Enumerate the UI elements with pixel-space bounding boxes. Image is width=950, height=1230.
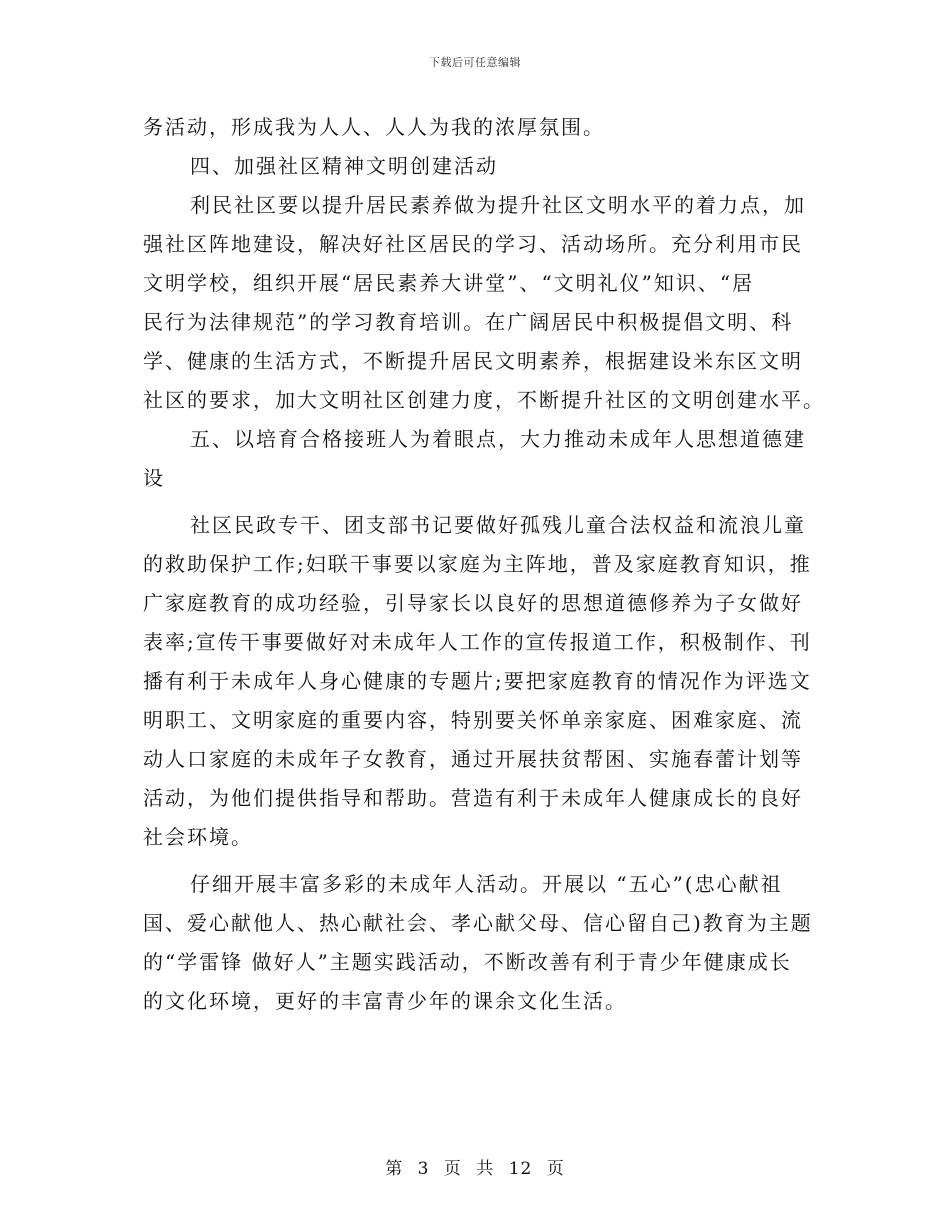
section-heading-4: 四、加强社区精神文明创建活动 [190,154,498,178]
document-body [143,108,825,1021]
paragraph-line: 文明学校，组织开展“居民素养大讲堂”、“文明礼仪”知识、“居 [143,271,755,295]
paragraph-line: 明职工、文明家庭的重要内容，特别要关怀单亲家庭、困难家庭、流 [143,708,803,732]
paragraph-line: 播有利于未成年人身心健康的专题片;要把家庭教育的情况作为评选文 [143,669,812,693]
paragraph-line: 民行为法律规范”的学习教育培训。在广阔居民中积极提倡文明、科 [143,310,794,334]
paragraph-line: 学、健康的生活方式，不断提升居民文明素养，根据建设米东区文明 [143,349,803,373]
paragraph-line: 的文化环境，更好的丰富青少年的课余文化生活。 [143,989,627,1013]
paragraph-line: 国、爱心献他人、热心献社会、孝心献父母、信心留自己)教育为主题 [143,911,813,935]
paragraph-line: 仔细开展丰富多彩的未成年人活动。开展以 “五心”(忠心献祖 [190,872,783,896]
section-heading-5-continued: 设 [143,466,165,490]
paragraph-line: 社区的要求，加大文明社区创建力度，不断提升社区的文明创建水平。 [143,388,825,412]
paragraph-line: 动人口家庭的未成年子女教育，通过开展扶贫帮困、实施春蕾计划等 [143,747,803,771]
footer-current-page: 3 [417,1159,430,1179]
footer-label-page: 第 [385,1159,404,1179]
paragraph-line: 强社区阵地建设，解决好社区居民的学习、活动场所。充分利用市民 [143,232,803,256]
footer-label-pages: 页 [546,1159,565,1179]
paragraph-line: 社会环境。 [143,825,253,849]
paragraph-line: 社区民政专干、团支部书记要做好孤残儿童合法权益和流浪儿童 [190,513,806,537]
footer-label-of: 页 [443,1159,462,1179]
section-heading-5: 五、以培育合格接班人为着眼点，大力推动未成年人思想道德建 [190,427,806,451]
paragraph-line: 活动，为他们提供指导和帮助。营造有利于未成年人健康成长的良好 [143,786,803,810]
paragraph-line: 利民社区要以提升居民素养做为提升社区文明水平的着力点，加 [190,193,806,217]
paragraph-line: 广家庭教育的成功经验，引导家长以良好的思想道德修养为子女做好 [143,591,803,615]
page-footer [0,1154,950,1179]
paragraph-line: 的救助保护工作;妇联干事要以家庭为主阵地，普及家庭教育知识，推 [143,552,812,576]
paragraph-line: 的“学雷锋 做好人”主题实践活动，不断改善有利于青少年健康成长 [143,950,792,974]
page-header: 下载后可任意编辑 [429,56,521,69]
paragraph-line: 务活动，形成我为人人、人人为我的浓厚氛围。 [143,115,605,139]
footer-total-pages: 12 [508,1159,533,1179]
paragraph-line: 表率;宣传干事要做好对未成年人工作的宣传报道工作，积极制作、刊 [143,630,812,654]
footer-label-total: 共 [476,1159,495,1179]
